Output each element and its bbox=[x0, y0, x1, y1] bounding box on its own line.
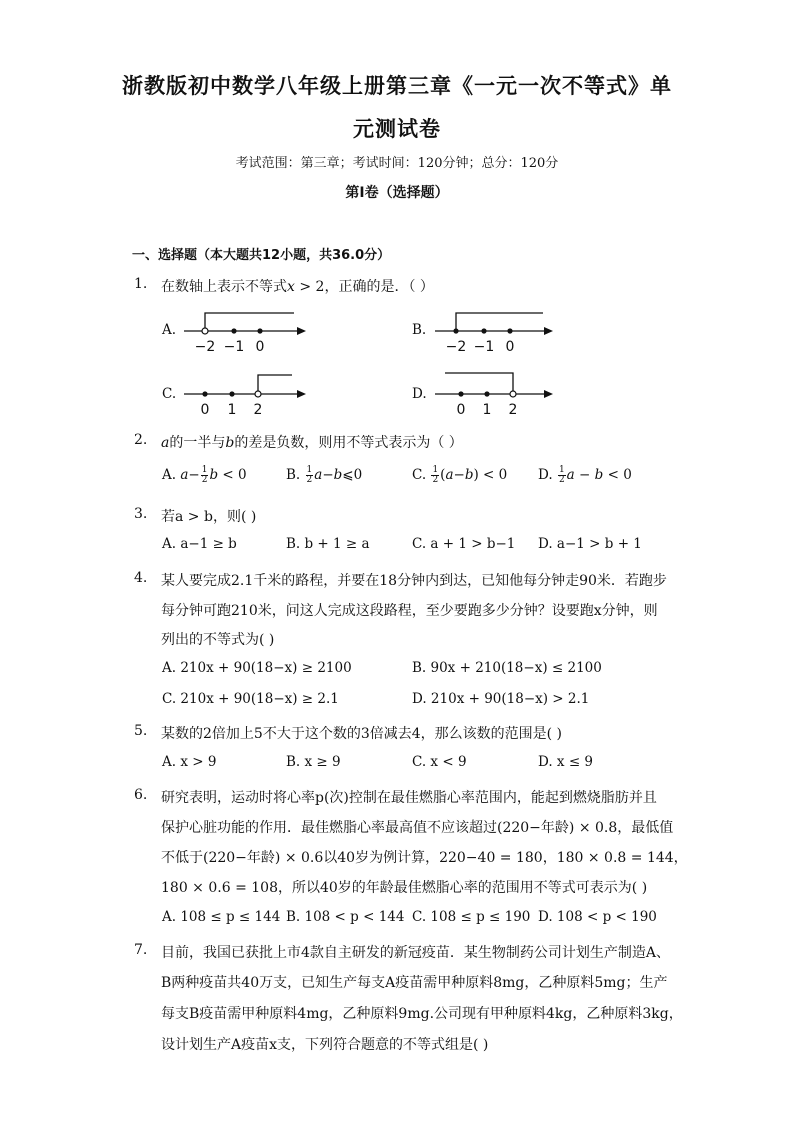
q5-stem: 某数的2倍加上5不大于这个数的3倍减去4，那么该数的范围是( ) bbox=[161, 726, 563, 742]
q6-line3: 不低于(220−年龄) × 0.6以40岁为例计算，220−40 = 180，180 × 0.8 = 144， bbox=[161, 850, 688, 866]
solution-bracket bbox=[456, 313, 543, 331]
tick-label: −2 bbox=[194, 339, 216, 355]
tick-point bbox=[484, 391, 489, 396]
q6-option-b: B. 108 < p < 144 bbox=[286, 909, 405, 925]
q1-option-a-number-line bbox=[180, 306, 315, 358]
solution-bracket bbox=[258, 375, 292, 394]
q7-number: 7. bbox=[134, 942, 148, 958]
q1-option-d-label: D. bbox=[412, 386, 427, 402]
q4-line1: 某人要完成2.1千米的路程，并要在18分钟内到达，已知他每分钟走90米．若跑步 bbox=[161, 573, 667, 589]
solution-bracket bbox=[205, 313, 294, 331]
tick-label: 0 bbox=[200, 402, 210, 418]
q6-line1: 研究表明，运动时将心率p(次)控制在最佳燃脂心率范围内，能起到燃烧脂肪并且 bbox=[161, 790, 657, 806]
tick-label: 1 bbox=[227, 402, 237, 418]
q4-option-d: D. 210x + 90(18−x) > 2.1 bbox=[412, 691, 590, 707]
tick-label: 2 bbox=[253, 402, 263, 418]
tick-label: 0 bbox=[255, 339, 265, 355]
q3-option-d: D. a−1 > b + 1 bbox=[538, 536, 642, 552]
volume-heading: 第Ⅰ卷（选择题） bbox=[345, 185, 449, 201]
tick-label: 0 bbox=[456, 402, 466, 418]
q1-option-b-label: B. bbox=[412, 322, 427, 338]
axis-arrow bbox=[544, 390, 553, 398]
tick-point bbox=[481, 328, 486, 333]
q7-line2: B两种疫苗共40万支，已知生产每支A疫苗需甲种原料8mg，乙种原料5mg；生产 bbox=[161, 975, 668, 991]
tick-point bbox=[202, 391, 207, 396]
tick-label: −1 bbox=[473, 339, 495, 355]
exam-title-line2: 元测试卷 bbox=[353, 117, 441, 141]
q4-line2: 每分钟可跑210米，问这人完成这段路程，至少要跑多少分钟？设要跑x分钟，则 bbox=[161, 603, 658, 619]
q7-line1: 目前，我国已获批上市4款自主研发的新冠疫苗．某生物制药公司计划生产制造A、 bbox=[161, 945, 671, 961]
q4-option-b: B. 90x + 210(18−x) ≤ 2100 bbox=[412, 660, 602, 676]
q7-line4: 设计划生产A疫苗x支，下列符合题意的不等式组是( ) bbox=[161, 1037, 489, 1053]
q5-option-b: B. x ≥ 9 bbox=[286, 754, 341, 770]
q3-option-c: C. a + 1 > b−1 bbox=[412, 536, 516, 552]
tick-point bbox=[507, 328, 512, 333]
axis-arrow bbox=[297, 327, 306, 335]
q3-stem: 若a > b，则( ) bbox=[161, 509, 257, 525]
q2-option-c: C. $\frac{1}{2}$ (a−b) < 0 bbox=[412, 465, 508, 485]
q2-var-a: a bbox=[161, 435, 170, 451]
q3-number: 3. bbox=[134, 506, 148, 522]
q2-option-a: A. a− $\frac{1}{2}$ b < 0 bbox=[162, 465, 247, 485]
tick-label: 1 bbox=[482, 402, 492, 418]
q2-stem bbox=[161, 432, 463, 452]
tick-label: −2 bbox=[445, 339, 467, 355]
q3-option-b: B. b + 1 ≥ a bbox=[286, 536, 370, 552]
option-label: C. bbox=[412, 467, 427, 483]
q5-option-d: D. x ≤ 9 bbox=[538, 754, 594, 770]
solution-bracket bbox=[445, 373, 513, 394]
open-point bbox=[255, 391, 261, 397]
q6-option-c: C. 108 ≤ p ≤ 190 bbox=[412, 909, 531, 925]
q6-line2: 保护心脏功能的作用．最佳燃脂心率最高值不应该超过(220−年龄) × 0.8，最低值 bbox=[161, 820, 674, 836]
tick-point bbox=[458, 391, 463, 396]
q1-option-b-number-line bbox=[431, 306, 561, 358]
q1-number: 1. bbox=[134, 276, 148, 292]
q7-line3: 每支B疫苗需甲种原料4mg，乙种原料9mg.公司现有甲种原料4kg，乙种原料3kg， bbox=[161, 1006, 683, 1022]
q4-option-c: C. 210x + 90(18−x) ≥ 2.1 bbox=[162, 691, 339, 707]
axis-arrow bbox=[544, 327, 553, 335]
q1-option-c-number-line bbox=[180, 368, 315, 420]
option-label: B. bbox=[286, 467, 301, 483]
closed-point bbox=[453, 328, 458, 333]
open-point bbox=[510, 391, 516, 397]
q1-stem bbox=[161, 276, 434, 296]
q5-option-c: C. x < 9 bbox=[412, 754, 467, 770]
tick-point bbox=[231, 328, 236, 333]
tick-label: 2 bbox=[508, 402, 518, 418]
fraction: $\frac{1}{2}$ bbox=[306, 465, 313, 485]
q1-option-d-number-line bbox=[431, 364, 561, 420]
q2-var-b: b bbox=[225, 435, 235, 451]
q6-number: 6. bbox=[134, 787, 148, 803]
q1-var: x bbox=[287, 279, 295, 295]
tick-point bbox=[229, 391, 234, 396]
q4-option-a: A. 210x + 90(18−x) ≥ 2100 bbox=[162, 660, 352, 676]
option-label: A. bbox=[162, 467, 177, 483]
q1-option-c-label: C. bbox=[162, 386, 177, 402]
fraction: $\frac{1}{2}$ bbox=[432, 465, 439, 485]
q2-option-b: B. $\frac{1}{2}$ a−b⩽0 bbox=[286, 465, 363, 485]
q2-option-d: D. $\frac{1}{2}$ a − b < 0 bbox=[538, 465, 632, 485]
tick-point bbox=[257, 328, 262, 333]
q2-stem-mid: 的一半与 bbox=[169, 435, 226, 451]
fraction: $\frac{1}{2}$ bbox=[201, 465, 208, 485]
q1-stem-post: > 2，正确的是．（ ） bbox=[294, 279, 434, 295]
exam-info: 考试范围：第三章；考试时间：120分钟；总分：120分 bbox=[235, 156, 559, 171]
q4-number: 4. bbox=[134, 570, 148, 586]
tick-label: −1 bbox=[223, 339, 245, 355]
q6-option-d: D. 108 < p < 190 bbox=[538, 909, 657, 925]
q1-option-a-label: A. bbox=[162, 322, 177, 338]
q1-stem-pre: 在数轴上表示不等式 bbox=[161, 279, 287, 295]
section-heading: 一、选择题（本大题共12小题，共36.0分） bbox=[132, 248, 391, 263]
q6-option-a: A. 108 ≤ p ≤ 144 bbox=[162, 909, 281, 925]
fraction: $\frac{1}{2}$ bbox=[558, 465, 565, 485]
open-point bbox=[202, 328, 208, 334]
tick-label: 0 bbox=[505, 339, 515, 355]
q2-stem-end: 的差是负数，则用不等式表示为（ ） bbox=[234, 435, 463, 451]
q4-line3: 列出的不等式为( ) bbox=[161, 632, 275, 648]
q3-option-a: A. a−1 ≥ b bbox=[162, 536, 237, 552]
axis-arrow bbox=[297, 390, 306, 398]
q2-number: 2. bbox=[134, 432, 148, 448]
q5-number: 5. bbox=[134, 723, 148, 739]
exam-title-line1: 浙教版初中数学八年级上册第三章《一元一次不等式》单 bbox=[122, 74, 672, 98]
option-label: D. bbox=[538, 467, 553, 483]
q5-option-a: A. x > 9 bbox=[162, 754, 217, 770]
q6-line4: 180 × 0.6 = 108，所以40岁的年龄最佳燃脂心率的范围用不等式可表示为( ) bbox=[161, 880, 648, 896]
